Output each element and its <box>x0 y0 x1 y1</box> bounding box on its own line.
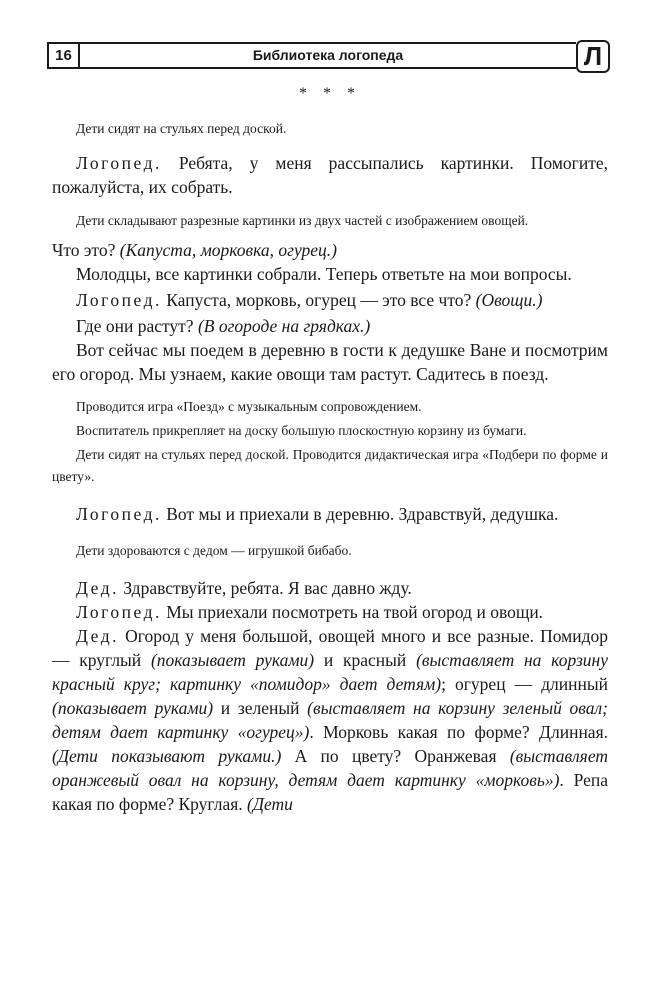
speech-text: и красный <box>314 650 417 670</box>
dialogue-paragraph <box>52 576 608 600</box>
speech-text: Огород у меня большой, овощей много и все разные. Помидор — круглый <box>52 626 608 670</box>
stage-direction: Дети сидят на стульях перед доской. <box>76 121 287 136</box>
dialogue-paragraph: Вот сейчас мы поедем в деревню в гости к дедушке Ване и посмотрим его огород. Мы узнаем, какие овощи там растут. Садитесь в поезд. <box>52 340 608 384</box>
stage-remark: (показывает руками) <box>52 698 214 718</box>
dialogue-paragraph <box>52 314 608 338</box>
dialogue-paragraph <box>52 238 608 262</box>
page-header <box>47 42 610 73</box>
speech-text: Капуста, морковь, огурец — это все что? <box>161 290 476 310</box>
speech-text: Где они растут? <box>76 316 198 336</box>
children-answer: (Капуста, морковка, огурец.) <box>119 240 337 260</box>
stage-remark: (Дети <box>247 794 293 814</box>
speaker-name: Дед. <box>76 578 119 598</box>
section-separator: * * * <box>299 85 361 102</box>
dialogue-paragraph <box>52 288 608 312</box>
children-answer: (В огороде на грядках.) <box>197 316 371 336</box>
stage-direction: Дети здороваются с дедом — игрушкой бибабо. <box>76 543 352 558</box>
section-letter-badge: Л <box>576 40 610 73</box>
stage-remark: (выставляет на корзину зеленый овал; детям дает картинку «огурец») <box>52 698 608 742</box>
stage-direction: Дети складывают разрезные картинки из двух частей с изображением овощей. <box>76 213 529 228</box>
speaker-name: Логопед. <box>76 290 162 310</box>
speaker-name: Дед. <box>76 626 119 646</box>
stage-remark: (выставляет на корзину красный круг; картинку «помидор» дает детям) <box>52 650 609 694</box>
dialogue-paragraph <box>52 151 608 199</box>
dialogue-paragraph <box>52 600 608 624</box>
stage-remark: (выставляет оранжевый овал на корзину, детям дает картинку «морковь») <box>52 746 608 790</box>
page-number: 16 <box>47 42 80 69</box>
speech-text: Ребята, у меня рассыпались картинки. Помогите, пожалуйста, их собрать. <box>52 153 608 197</box>
speaker-name: Логопед. <box>76 504 162 524</box>
stage-direction: Дети сидят на стульях перед доской. Проводится дидактическая игра «Подбери по форме и цвету». <box>52 447 608 484</box>
speaker-name: Логопед. <box>76 602 162 622</box>
speech-text: . Морковь какая по форме? Длинная. <box>309 722 609 742</box>
dialogue-paragraph <box>52 624 608 816</box>
running-title: Библиотека логопеда <box>80 42 576 69</box>
dialogue-paragraph: Молодцы, все картинки собрали. Теперь ответьте на мои вопросы. <box>76 264 572 284</box>
speaker-name: Логопед. <box>76 153 162 173</box>
speech-text: ; огурец — длинный <box>441 674 609 694</box>
speech-text: Что это? <box>52 240 120 260</box>
speech-text: и зеленый <box>213 698 308 718</box>
speech-text: Здравствуйте, ребята. Я вас давно жду. <box>118 578 412 598</box>
speech-text: А по цвету? Оранжевая <box>281 746 510 766</box>
children-answer: (Овощи.) <box>475 290 543 310</box>
speech-text: Вот мы и приехали в деревню. Здравствуй, дедушка. <box>161 504 559 524</box>
stage-remark: (Дети показывают руками.) <box>52 746 282 766</box>
stage-direction: Проводится игра «Поезд» с музыкальным сопровождением. <box>76 399 422 414</box>
stage-direction: Воспитатель прикрепляет на доску большую плоскостную корзину из бумаги. <box>76 423 527 438</box>
speech-text: Мы приехали посмотреть на твой огород и овощи. <box>161 602 544 622</box>
stage-remark: (показывает руками) <box>150 650 315 670</box>
speech-text: . Репа какая по форме? Круглая. <box>52 770 608 814</box>
dialogue-paragraph <box>52 502 608 526</box>
page-body <box>52 84 608 816</box>
